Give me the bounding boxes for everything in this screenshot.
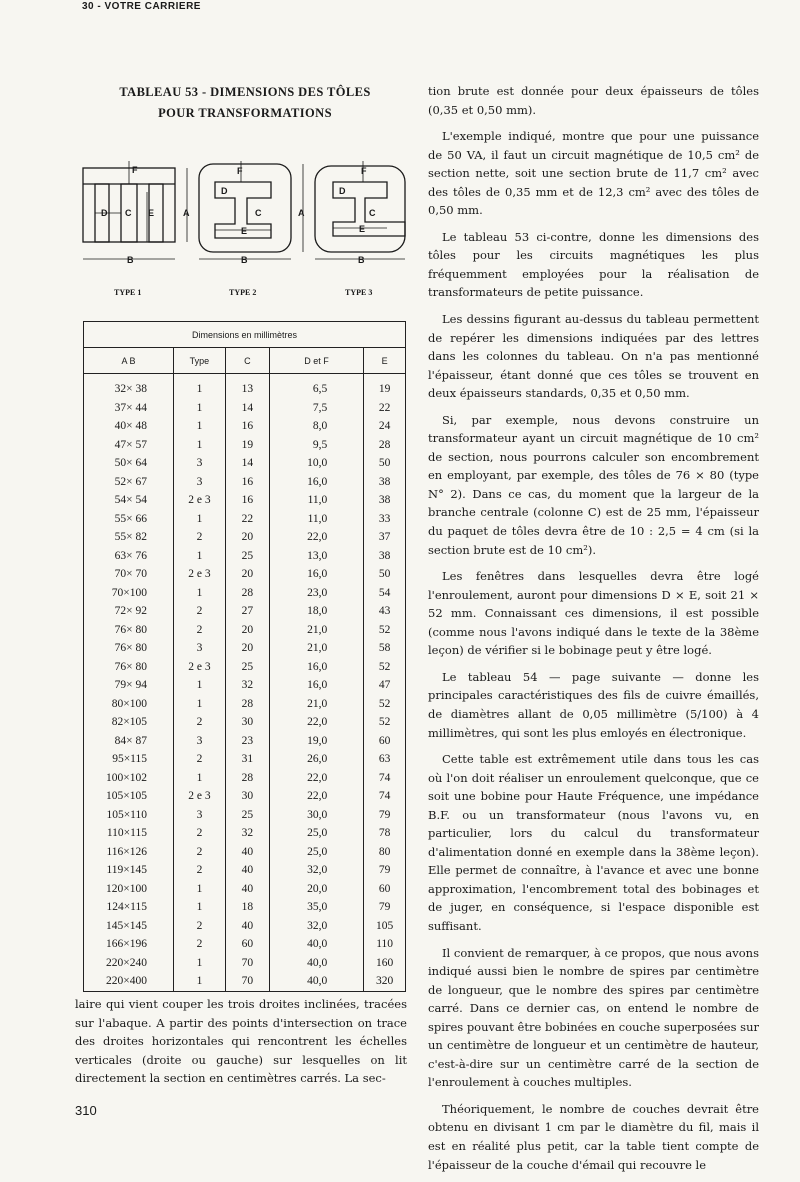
table-row: [84, 417, 406, 436]
table-row: [84, 584, 406, 603]
table-cell: 3: [174, 732, 226, 751]
table-cell: 22,0: [269, 769, 364, 788]
table-cell: 76× 80: [84, 658, 174, 677]
table-row: [84, 510, 406, 529]
table-cell: 50× 64: [84, 454, 174, 473]
right-paragraph: Il convient de remarquer, à ce propos, que nous avons indiqué aussi bien le nombre de spires par centimètre de longueur, que le nombre des spires par centimètre carré. Dans ce dernier cas, on entend le nombre de spires pouvant être bobinées en couche superposées sur un centimètre de longueur et un centimètre de hauteur, c'est-à-dire sur un centimètre carré de la section de l'enroulement à couches multiples.: [428, 945, 759, 1090]
table-row: [84, 454, 406, 473]
lamination-diagrams: [75, 158, 415, 273]
table-cell: 1: [174, 547, 226, 566]
col-header-type: Type: [174, 348, 226, 374]
type1-letter-d: D: [101, 208, 108, 218]
table-cell: 32,0: [269, 861, 364, 880]
table-cell: 40× 48: [84, 417, 174, 436]
right-paragraph: Les dessins figurant au-dessus du tableau permettent de repérer les dimensions indiquées par des lettres dans les colonnes du tableau. On n'a pas mentionné l'épaisseur, étant donné que ces tôles se trouvent en deux épaisseurs standards, 0,35 et 0,50 mm.: [428, 312, 759, 401]
table-row: [84, 750, 406, 769]
type1-letter-f: F: [132, 165, 138, 175]
table-cell: 38: [364, 491, 406, 510]
table-cell: 40,0: [269, 954, 364, 973]
table-row: [84, 374, 406, 399]
table-cell: 80×100: [84, 695, 174, 714]
table-cell: 16: [225, 417, 269, 436]
col-header-df: D et F: [269, 348, 364, 374]
table-cell: 14: [225, 399, 269, 418]
table-cell: 22,0: [269, 713, 364, 732]
table-cell: 6,5: [269, 374, 364, 399]
table-cell: 8,0: [269, 417, 364, 436]
table-row: [84, 547, 406, 566]
table-cell: 70× 70: [84, 565, 174, 584]
type2-letter-c: C: [255, 208, 262, 218]
table-title: [80, 82, 410, 124]
table-cell: 119×145: [84, 861, 174, 880]
type1-lamination: [83, 161, 190, 265]
type2-label: TYPE 2: [229, 288, 257, 297]
table-cell: 63× 76: [84, 547, 174, 566]
table-cell: 1: [174, 417, 226, 436]
table-cell: 60: [364, 880, 406, 899]
table-cell: 2: [174, 528, 226, 547]
table-cell: 43: [364, 602, 406, 621]
table-cell: 20: [225, 639, 269, 658]
table-cell: 16: [225, 491, 269, 510]
table-cell: 20,0: [269, 880, 364, 899]
table-cell: 1: [174, 769, 226, 788]
table-cell: 78: [364, 824, 406, 843]
table-cell: 40: [225, 880, 269, 899]
table-row: [84, 898, 406, 917]
col-header-c: C: [225, 348, 269, 374]
table-cell: 2: [174, 713, 226, 732]
table-cell: 1: [174, 399, 226, 418]
table-cell: 79: [364, 898, 406, 917]
table-cell: 2: [174, 935, 226, 954]
table-cell: 160: [364, 954, 406, 973]
table-cell: 21,0: [269, 639, 364, 658]
table-title-line1: TABLEAU 53 - DIMENSIONS DES TÔLES: [119, 85, 371, 99]
right-paragraph: Cette table est extrêmement utile dans tous les cas où l'on doit réaliser un enroulement quelconque, que ce soit une bobine pour Haute Fréquence, une impédance B.F. ou un transformateur (nous l'avons vu, en particulier, lors du calcul du transformateur d'alimentation donné en exemple dans la 38ème leçon). Elle permet de connaître, à l'avance et avec une bonne approximation, l'encombrement total des bobinages et de juger, en conséquence, si l'espace disponible est suffisant.: [428, 752, 759, 933]
table-row: [84, 843, 406, 862]
col-header-e: E: [364, 348, 406, 374]
table-cell: 3: [174, 454, 226, 473]
type1-label: TYPE 1: [114, 288, 142, 297]
table-cell: 25,0: [269, 824, 364, 843]
table-cell: 18: [225, 898, 269, 917]
table-cell: 2: [174, 750, 226, 769]
table-cell: 70: [225, 954, 269, 973]
right-paragraph: Le tableau 54 — page suivante — donne les principales caractéristiques des fils de cuivre émaillés, de diamètres allant de 0,05 millimètre (5/100) à 4 millimètres, qui sont les plus emloyés en électronique.: [428, 669, 759, 740]
table-cell: 40,0: [269, 972, 364, 991]
table-row: [84, 528, 406, 547]
right-paragraph: Les fenêtres dans lesquelles devra être logé l'enroulement, auront pour dimensions D × E, soit 21 × 52 mm. Connaissant ces dimensions, il est possible (comme nous l'avons indiqué dans le texte de la 38ème leçon) de vérifier si le bobinage peut y être logé.: [428, 569, 759, 658]
type3-label: TYPE 3: [345, 288, 373, 297]
table-cell: 31: [225, 750, 269, 769]
table-cell: 20: [225, 565, 269, 584]
table-cell: 35,0: [269, 898, 364, 917]
col-header-ab: A B: [84, 348, 174, 374]
table-cell: 60: [364, 732, 406, 751]
table-cell: 40: [225, 917, 269, 936]
table-cell: 70: [225, 972, 269, 991]
table-cell: 1: [174, 510, 226, 529]
type3-letter-e: E: [359, 224, 366, 234]
table-cell: 13: [225, 374, 269, 399]
table-title-line2: POUR TRANSFORMATIONS: [158, 106, 332, 120]
table-row: [84, 602, 406, 621]
type2-letter-a: A: [298, 208, 305, 218]
page-header: 30 - VOTRE CARRIERE: [82, 1, 201, 12]
table-cell: 13,0: [269, 547, 364, 566]
table-row: [84, 639, 406, 658]
table-cell: 11,0: [269, 510, 364, 529]
table-cell: 74: [364, 787, 406, 806]
table-cell: 7,5: [269, 399, 364, 418]
table-cell: 84× 87: [84, 732, 174, 751]
table-cell: 9,5: [269, 436, 364, 455]
table-cell: 2 e 3: [174, 491, 226, 510]
table-cell: 95×115: [84, 750, 174, 769]
table-row: [84, 972, 406, 991]
table-cell: 28: [225, 769, 269, 788]
table-cell: 105×105: [84, 787, 174, 806]
table-row: [84, 824, 406, 843]
table-cell: 116×126: [84, 843, 174, 862]
table-cell: 55× 82: [84, 528, 174, 547]
table-cell: 1: [174, 954, 226, 973]
table-cell: 30,0: [269, 806, 364, 825]
table-cell: 1: [174, 676, 226, 695]
table-cell: 1: [174, 695, 226, 714]
table-cell: 1: [174, 374, 226, 399]
table-cell: 16,0: [269, 676, 364, 695]
table-caption: Dimensions en millimètres: [84, 322, 406, 348]
table-cell: 105×110: [84, 806, 174, 825]
table-cell: 28: [225, 584, 269, 603]
table-cell: 18,0: [269, 602, 364, 621]
table-cell: 40: [225, 861, 269, 880]
table-cell: 38: [364, 547, 406, 566]
type1-letter-b: B: [127, 255, 134, 265]
table-cell: 76× 80: [84, 639, 174, 658]
table-cell: 55× 66: [84, 510, 174, 529]
table-cell: 16,0: [269, 565, 364, 584]
table-cell: 21,0: [269, 695, 364, 714]
type3-lamination: [315, 161, 405, 265]
table-row: [84, 491, 406, 510]
table-cell: 52: [364, 621, 406, 640]
table-cell: 54× 54: [84, 491, 174, 510]
type1-letter-e: E: [148, 208, 155, 218]
table-cell: 76× 80: [84, 621, 174, 640]
table-cell: 166×196: [84, 935, 174, 954]
type2-letter-f: F: [237, 166, 243, 176]
table-cell: 3: [174, 639, 226, 658]
table-cell: 80: [364, 843, 406, 862]
table-cell: 16: [225, 473, 269, 492]
table-cell: 10,0: [269, 454, 364, 473]
table-cell: 124×115: [84, 898, 174, 917]
table-cell: 32× 38: [84, 374, 174, 399]
table-cell: 105: [364, 917, 406, 936]
table-cell: 25,0: [269, 843, 364, 862]
table-cell: 320: [364, 972, 406, 991]
table-row: [84, 621, 406, 640]
table-row: [84, 713, 406, 732]
table-cell: 58: [364, 639, 406, 658]
table-cell: 79: [364, 861, 406, 880]
table-cell: 1: [174, 898, 226, 917]
page-number: 310: [75, 1103, 97, 1118]
table-cell: 2: [174, 917, 226, 936]
table-cell: 1: [174, 972, 226, 991]
table-cell: 27: [225, 602, 269, 621]
table-cell: 1: [174, 880, 226, 899]
table-cell: 20: [225, 528, 269, 547]
table-cell: 145×145: [84, 917, 174, 936]
table-row: [84, 658, 406, 677]
table-cell: 52: [364, 658, 406, 677]
table-cell: 120×100: [84, 880, 174, 899]
table-cell: 2: [174, 861, 226, 880]
table-row: [84, 880, 406, 899]
table-cell: 60: [225, 935, 269, 954]
table-cell: 23,0: [269, 584, 364, 603]
table-row: [84, 954, 406, 973]
table-cell: 21,0: [269, 621, 364, 640]
table-row: [84, 732, 406, 751]
table-cell: 2 e 3: [174, 565, 226, 584]
type1-letter-c: C: [125, 208, 132, 218]
type3-letter-d: D: [339, 186, 346, 196]
table-cell: 37× 44: [84, 399, 174, 418]
table-cell: 30: [225, 713, 269, 732]
table-cell: 3: [174, 473, 226, 492]
right-paragraph: Théoriquement, le nombre de couches devrait être obtenu en divisant 1 cm par le diamètre du fil, mais il est en réalité plus petit, car la table tient compte de l'épaisseur de la couche d'émail qui recouvre le: [428, 1101, 759, 1172]
table-cell: 100×102: [84, 769, 174, 788]
type2-letter-d: D: [221, 186, 228, 196]
table-cell: 38: [364, 473, 406, 492]
type2-lamination: [199, 161, 305, 265]
table-cell: 37: [364, 528, 406, 547]
dimensions-table: [83, 321, 406, 992]
table-cell: 79: [364, 806, 406, 825]
table-cell: 2: [174, 602, 226, 621]
table-cell: 20: [225, 621, 269, 640]
table-cell: 50: [364, 565, 406, 584]
table-cell: 40: [225, 843, 269, 862]
table-cell: 2: [174, 824, 226, 843]
type1-letter-a: A: [183, 208, 190, 218]
table-cell: 63: [364, 750, 406, 769]
type3-letter-b: B: [358, 255, 365, 265]
table-cell: 16,0: [269, 473, 364, 492]
table-cell: 33: [364, 510, 406, 529]
table-cell: 16,0: [269, 658, 364, 677]
table-cell: 82×105: [84, 713, 174, 732]
table-cell: 220×240: [84, 954, 174, 973]
right-column-text: [428, 82, 759, 1182]
table-cell: 30: [225, 787, 269, 806]
table-cell: 2 e 3: [174, 787, 226, 806]
table-cell: 22,0: [269, 787, 364, 806]
table-cell: 14: [225, 454, 269, 473]
right-paragraph: Le tableau 53 ci-contre, donne les dimensions des tôles pour les circuits magnétiques les plus fréquemment employées pour la réalisation de transformateurs de petite puissance.: [428, 229, 759, 300]
table-cell: 47× 57: [84, 436, 174, 455]
bottom-left-paragraph: laire qui vient couper les trois droites inclinées, tracées sur l'abaque. A partir des points d'intersection on trace des droites horizontales qui rencontrent les échelles verticales (droite ou gauche) sur lesquelles on lit directement la section en centimètres carrés. La sec-: [75, 997, 407, 1086]
table-cell: 2: [174, 621, 226, 640]
table-row: [84, 565, 406, 584]
table-cell: 74: [364, 769, 406, 788]
right-paragraph: L'exemple indiqué, montre que pour une puissance de 50 VA, il faut un circuit magnétique de 10,5 cm² de section nette, soit une section brute de 11,7 cm² avec des tôles de 0,35 mm et de 12,3 cm² avec des tôles de 0,50 mm.: [428, 129, 759, 218]
table-row: [84, 935, 406, 954]
table-cell: 54: [364, 584, 406, 603]
table-cell: 40,0: [269, 935, 364, 954]
table-cell: 22: [364, 399, 406, 418]
table-row: [84, 695, 406, 714]
table-cell: 22: [225, 510, 269, 529]
table-cell: 2: [174, 843, 226, 862]
table-cell: 52: [364, 695, 406, 714]
table-cell: 32: [225, 676, 269, 695]
table-body: [84, 374, 406, 992]
table-cell: 24: [364, 417, 406, 436]
table-cell: 19: [364, 374, 406, 399]
table-cell: 11,0: [269, 491, 364, 510]
right-paragraph: tion brute est donnée pour deux épaisseurs de tôles (0,35 et 0,50 mm).: [428, 84, 759, 117]
table-cell: 19: [225, 436, 269, 455]
table-cell: 79× 94: [84, 676, 174, 695]
table-cell: 52: [364, 713, 406, 732]
table-row: [84, 917, 406, 936]
table-cell: 32: [225, 824, 269, 843]
table-cell: 22,0: [269, 528, 364, 547]
right-paragraph: Si, par exemple, nous devons construire un transformateur ayant un circuit magnétique de 10 cm² de section, nous pourrons calculer son encombrement en employant, par exemple, des tôles de 76 × 80 (type N° 2). Dans ce cas, du moment que la largeur de la branche centrale (colonne C) est de 25 mm, l'épaisseur du paquet de tôles devra être de 10 : 2,5 = 4 cm (si la section brute est de 10 cm²).: [428, 412, 759, 557]
table-row: [84, 473, 406, 492]
table-row: [84, 399, 406, 418]
table-row: [84, 861, 406, 880]
table-cell: 220×400: [84, 972, 174, 991]
table-row: [84, 676, 406, 695]
table-cell: 47: [364, 676, 406, 695]
table-cell: 3: [174, 806, 226, 825]
table-cell: 28: [364, 436, 406, 455]
type2-letter-b: B: [241, 255, 248, 265]
table-cell: 25: [225, 547, 269, 566]
table-cell: 1: [174, 584, 226, 603]
table-cell: 1: [174, 436, 226, 455]
table-cell: 110×115: [84, 824, 174, 843]
table-cell: 32,0: [269, 917, 364, 936]
table-cell: 70×100: [84, 584, 174, 603]
table-row: [84, 787, 406, 806]
table-cell: 26,0: [269, 750, 364, 769]
table-cell: 110: [364, 935, 406, 954]
type2-letter-e: E: [241, 226, 248, 236]
table-cell: 25: [225, 658, 269, 677]
table-row: [84, 769, 406, 788]
table-cell: 72× 92: [84, 602, 174, 621]
table-row: [84, 436, 406, 455]
table-cell: 52× 67: [84, 473, 174, 492]
table-cell: 50: [364, 454, 406, 473]
table-cell: 25: [225, 806, 269, 825]
table-cell: 23: [225, 732, 269, 751]
type3-letter-f: F: [361, 166, 367, 176]
table-row: [84, 806, 406, 825]
table-cell: 19,0: [269, 732, 364, 751]
type3-letter-c: C: [369, 208, 376, 218]
table-cell: 2 e 3: [174, 658, 226, 677]
table-cell: 28: [225, 695, 269, 714]
